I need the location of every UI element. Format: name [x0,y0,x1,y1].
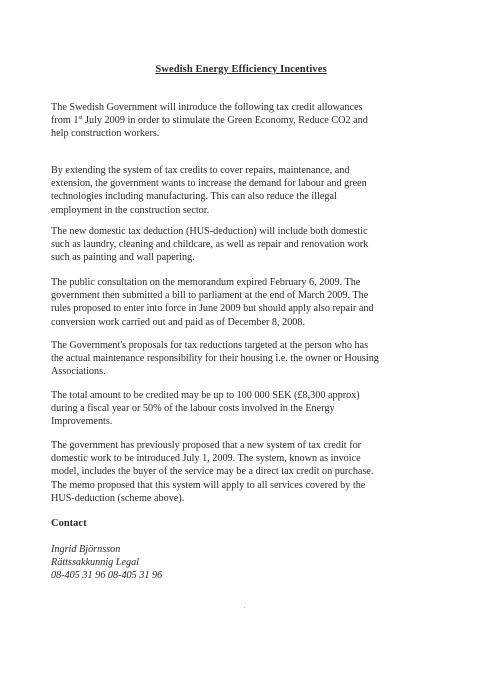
paragraph-line: from 1st July 2009 in order to stimulate the Green Economy, Reduce CO2 and [51,115,368,127]
paragraph-line: such as painting and wall papering. [51,252,195,264]
paragraph-extension [51,164,451,217]
contact-role: Rättssakkunnig Legal [51,557,140,568]
paragraph-line: such as laundry, cleaning and childcare, as well as repair and renovation work [51,239,369,251]
paragraph-line: Improvements. [51,416,113,428]
paragraph-line: during a fiscal year or 50% of the labour costs involved in the Energy [51,403,335,415]
paragraph-line: rules proposed to enter into force in June 2009 but should apply also repair and [51,303,374,315]
paragraph-line: The memo proposed that this system will apply to all services covered by the [51,479,366,491]
paragraph-line: government then submitted a bill to parliament at the end of March 2009. The [51,290,369,302]
contact-name: Ingrid Björnsson [51,544,121,555]
paragraph-line: The government has previously proposed that a new system of tax credit for [51,440,362,451]
paragraph-line: extension, the government wants to increase the demand for labour and green [51,178,367,190]
paragraph-line: The Government's proposals for tax reductions targeted at the person who has [51,340,369,351]
paragraph-hus-deduction [51,225,451,265]
paragraph-line: technologies including manufacturing. This can also reduce the illegal [51,191,337,203]
paragraph-line: HUS-deduction (scheme above). [51,492,185,504]
paragraph-line: The total amount to be credited may be up to 100 000 SEK (£8,300 approx) [51,390,360,401]
superscript: st [78,115,83,122]
paragraph-line: employment in the construction sector. [51,204,210,216]
paragraph-proposals [51,339,451,379]
contact-phone: 08-405 31 96 08-405 31 96 [51,570,163,581]
paragraph-line: conversion work carried out and paid as of December 8, 2008. [51,316,306,328]
paragraph-line: The Swedish Government will introduce the following tax credit allowances [51,102,363,113]
paragraph-line: model, includes the buyer of the service may be a direct tax credit on purchase. [51,466,374,478]
paragraph-line: the actual maintenance responsibility for their housing i.e. the owner or Housing [51,353,379,365]
paragraph-line: The public consultation on the memorandum expired February 6, 2009. The [51,277,361,288]
paragraph-invoice-model [51,439,451,505]
paragraph-line: The new domestic tax deduction (HUS-deduction) will include both domestic [51,226,368,237]
scan-speck [244,607,245,608]
paragraph-total-amount [51,389,451,429]
paragraph-consultation [51,276,451,329]
document-title: Swedish Energy Efficiency Incentives [155,64,327,75]
paragraph-line: help construction workers. [51,128,160,140]
paragraph-line: domestic work to be introduced July 1, 2009. The system, known as invoice [51,453,361,465]
paragraph-intro [51,101,451,141]
contact-heading: Contact [51,518,87,529]
paragraph-line: By extending the system of tax credits to cover repairs, maintenance, and [51,165,350,176]
paragraph-line: Associations. [51,366,106,378]
